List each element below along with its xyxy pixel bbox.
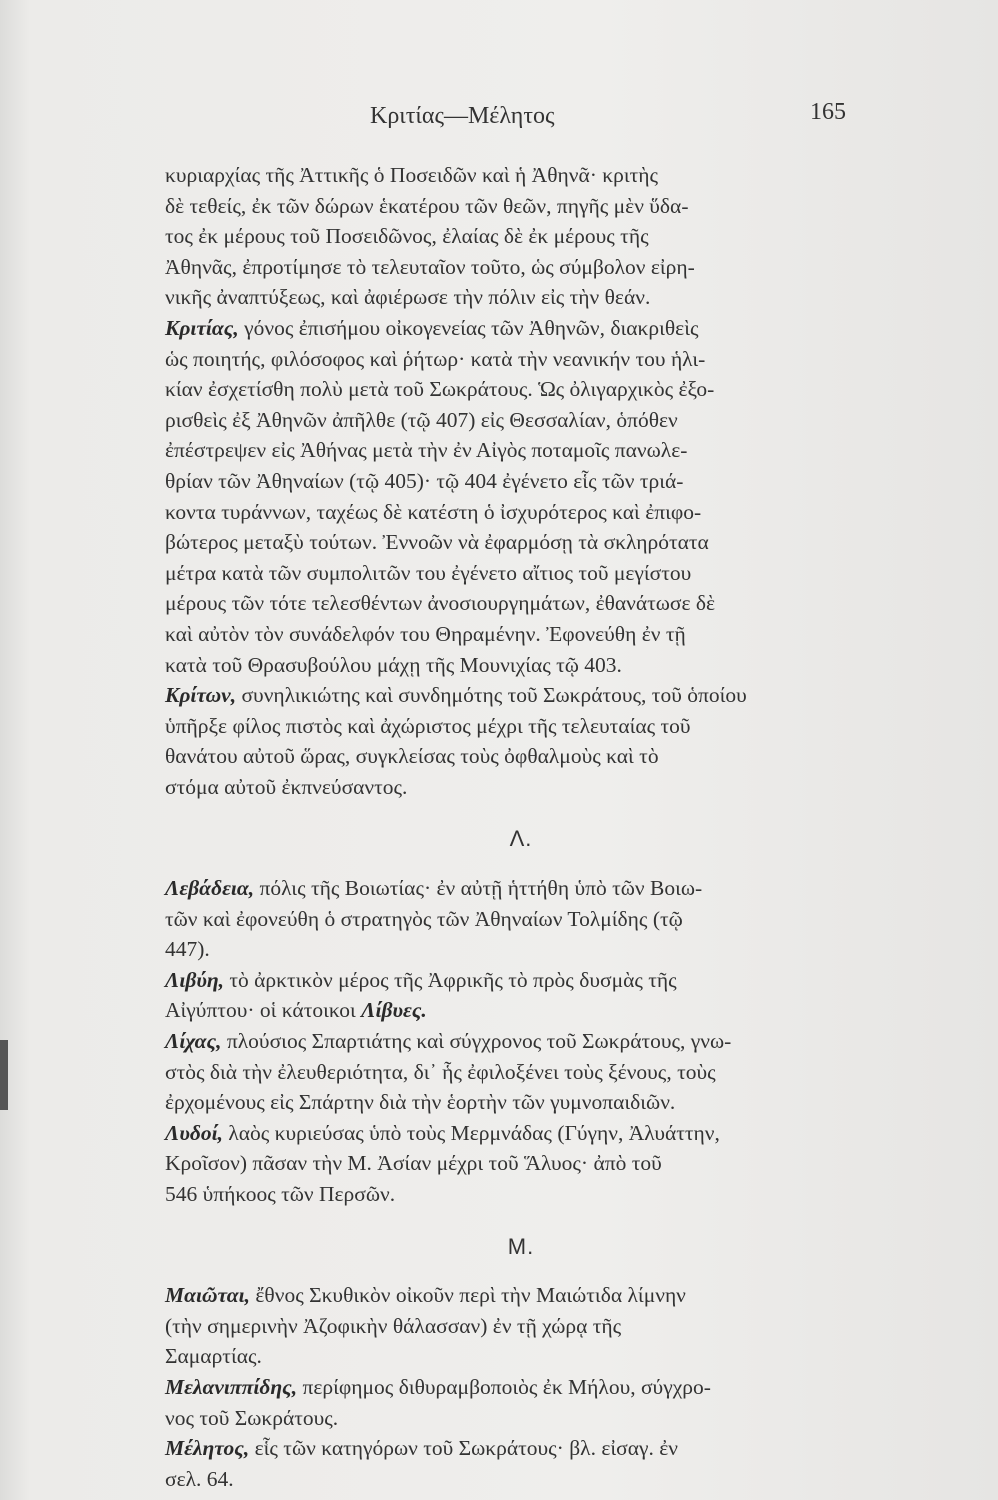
text-line: 447). [165, 937, 210, 962]
text-line: βώτερος μεταξὺ τούτων. Ἐννοῶν νὰ ἐφαρμόσῃ τὰ σκληρότατα [165, 530, 709, 555]
text-line: καὶ αὐτὸν τὸν συνάδελφόν του Θηραμένην. Ἐφονεύθη ἐν τῇ [165, 621, 686, 646]
entry-text: λαὸς κυριεύσας ὑπὸ τοὺς Μερμνάδας (Γύγην, Ἀλυάττην, [222, 1120, 720, 1145]
entry-text: ἔθνος Σκυθικὸν οἰκοῦν περὶ τὴν Μαιώτιδα λίμνην [250, 1283, 686, 1308]
entry-sublemma: Λίβυες. [361, 998, 427, 1023]
text-line: θανάτου αὐτοῦ ὥρας, συγκλείσας τοὺς ὀφθαλμοὺς καὶ τὸ [165, 744, 659, 769]
text-line: τῶν καὶ ἐφονεύθη ὁ στρατηγὸς τῶν Ἀθηναίων Τολμίδης (τῷ [165, 906, 683, 931]
entry-lemma: Μαιῶται, [165, 1283, 251, 1308]
entry-text: τὸ ἀρκτικὸν μέρος τῆς Ἀφρικῆς τὸ πρὸς δυσμὰς τῆς [224, 967, 677, 992]
entry-text: γόνος ἐπισήμου οἰκογενείας τῶν Ἀθηνῶν, διακριθεὶς [238, 315, 699, 340]
entry-lemma: Λεβάδεια, [165, 876, 255, 901]
entry-text: συνηλικιώτης καὶ συνδημότης τοῦ Σωκράτους, τοῦ ὁποίου [236, 683, 747, 708]
text-line: τος ἐκ μέρους τοῦ Ποσειδῶνος, ἐλαίας δὲ ἐκ μέρους τῆς [165, 224, 649, 249]
entry-meletos [165, 1433, 877, 1494]
entry-lemma: Λίχας, [165, 1029, 222, 1054]
entry-lebadeia [165, 873, 877, 965]
text-line: μέρους τῶν τότε τελεσθέντων ἀνοσιουργημάτων, ἐθανάτωσε δὲ [165, 591, 716, 616]
entry-lemma: Μελανιππίδης, [165, 1374, 298, 1399]
text-line: νος τοῦ Σωκράτους. [165, 1405, 339, 1430]
text-line: κίαν ἐσχετίσθη πολὺ μετὰ τοῦ Σωκράτους. Ὡς ὀλιγαρχικὸς ἐξο- [165, 377, 715, 402]
text-line: σελ. 64. [165, 1466, 234, 1491]
section-heading-lambda: Λ. [509, 826, 533, 852]
entry-lichas [165, 1026, 877, 1118]
entry-lemma: Μέλητος, [165, 1436, 250, 1461]
text-line: (τὴν σημερινὴν Ἀζοφικὴν θάλασσαν) ἐν τῇ χώρᾳ τῆς [165, 1313, 622, 1338]
text-line: νικῆς ἀναπτύξεως, καὶ ἀφιέρωσε τὴν πόλιν εἰς τὴν θεάν. [165, 285, 651, 310]
entry-kritias [165, 313, 877, 680]
page-edge-mark [0, 1040, 8, 1110]
intro-paragraph [165, 160, 877, 313]
entry-kriton [165, 680, 877, 802]
text-line: κατὰ τοῦ Θρασυβούλου μάχῃ τῆς Μουνιχίας τῷ 403. [165, 652, 622, 677]
entry-lemma: Λυδοί, [165, 1120, 223, 1145]
text-line: Κροῖσον) πᾶσαν τὴν Μ. Ἀσίαν μέχρι τοῦ Ἅλυος· ἀπὸ τοῦ [165, 1151, 662, 1176]
text-line: θρίαν τῶν Ἀθηναίων (τῷ 405)· τῷ 404 ἐγένετο εἷς τῶν τριά- [165, 468, 684, 493]
entry-text: εἷς τῶν κατηγόρων τοῦ Σωκράτους· βλ. εἰσαγ. ἐν [249, 1436, 678, 1461]
page-content [165, 160, 877, 1494]
entry-lydoi [165, 1118, 877, 1210]
text-line: ἐρχομένους εἰς Σπάρτην διὰ τὴν ἑορτὴν τῶν γυμνοπαιδιῶν. [165, 1090, 676, 1115]
text-line: Ἀθηνᾶς, ἐπροτίμησε τὸ τελευταῖον τοῦτο, ὡς σύμβολον εἰρη- [165, 254, 695, 279]
text-line: κυριαρχίας τῆς Ἀττικῆς ὁ Ποσειδῶν καὶ ἡ Ἀθηνᾶ· κριτὴς [165, 163, 658, 187]
text-line: Σαμαρτίας. [165, 1344, 262, 1369]
text-line: ρισθεὶς ἐξ Ἀθηνῶν ἀπῆλθε (τῷ 407) εἰς Θεσσαλίαν, ὁπόθεν [165, 407, 678, 432]
text-line: 546 ὑπήκοος τῶν Περσῶν. [165, 1182, 396, 1206]
page-number: 165 [810, 99, 846, 125]
entry-maiotai [165, 1280, 877, 1372]
entry-melanippides [165, 1372, 877, 1433]
entry-libye [165, 965, 877, 1026]
entry-lemma: Κρίτων, [165, 683, 237, 708]
entry-text: Αἰγύπτου· οἱ κάτοικοι [165, 998, 362, 1023]
text-line: δὲ τεθείς, ἐκ τῶν δώρων ἑκατέρου τῶν θεῶν, πηγῆς μὲν ὕδα- [165, 193, 689, 218]
entry-text: πλούσιος Σπαρτιάτης καὶ σύγχρονος τοῦ Σωκράτους, γνω- [221, 1029, 732, 1054]
text-line: κοντα τυράννων, ταχέως δὲ κατέστη ὁ ἰσχυρότερος καὶ ἐπιφο- [165, 499, 702, 524]
text-line: ὡς ποιητής, φιλόσοφος καὶ ῥήτωρ· κατὰ τὴν νεανικήν του ἡλι- [165, 346, 706, 371]
entry-lemma: Κριτίας, [165, 315, 239, 340]
text-line: ἐπέστρεψεν εἰς Ἀθήνας μετὰ τὴν ἐν Αἰγὸς ποταμοῖς πανωλε- [165, 438, 688, 463]
running-title: Κριτίας—Μέλητος [370, 103, 555, 129]
entry-text: πόλις τῆς Βοιωτίας· ἐν αὐτῇ ἡττήθη ὑπὸ τῶν Βοιω- [254, 876, 703, 901]
text-line: στὸς διὰ τὴν ἐλευθεριότητα, δι᾽ ἧς ἐφιλοξένει τοὺς ξένους, τοὺς [165, 1059, 716, 1084]
section-heading-mu: Μ. [507, 1233, 535, 1259]
entry-text: περίφημος διθυραμβοποιὸς ἐκ Μήλου, σύγχρο- [297, 1374, 711, 1399]
entry-lemma: Λιβύη, [165, 967, 225, 992]
text-line: ὑπῆρξε φίλος πιστὸς καὶ ἀχώριστος μέχρι τῆς τελευταίας τοῦ [165, 713, 691, 738]
text-line: στόμα αὐτοῦ ἐκπνεύσαντος. [165, 774, 408, 799]
text-line: μέτρα κατὰ τῶν συμπολιτῶν του ἐγένετο αἴτιος τοῦ μεγίστου [165, 560, 692, 585]
